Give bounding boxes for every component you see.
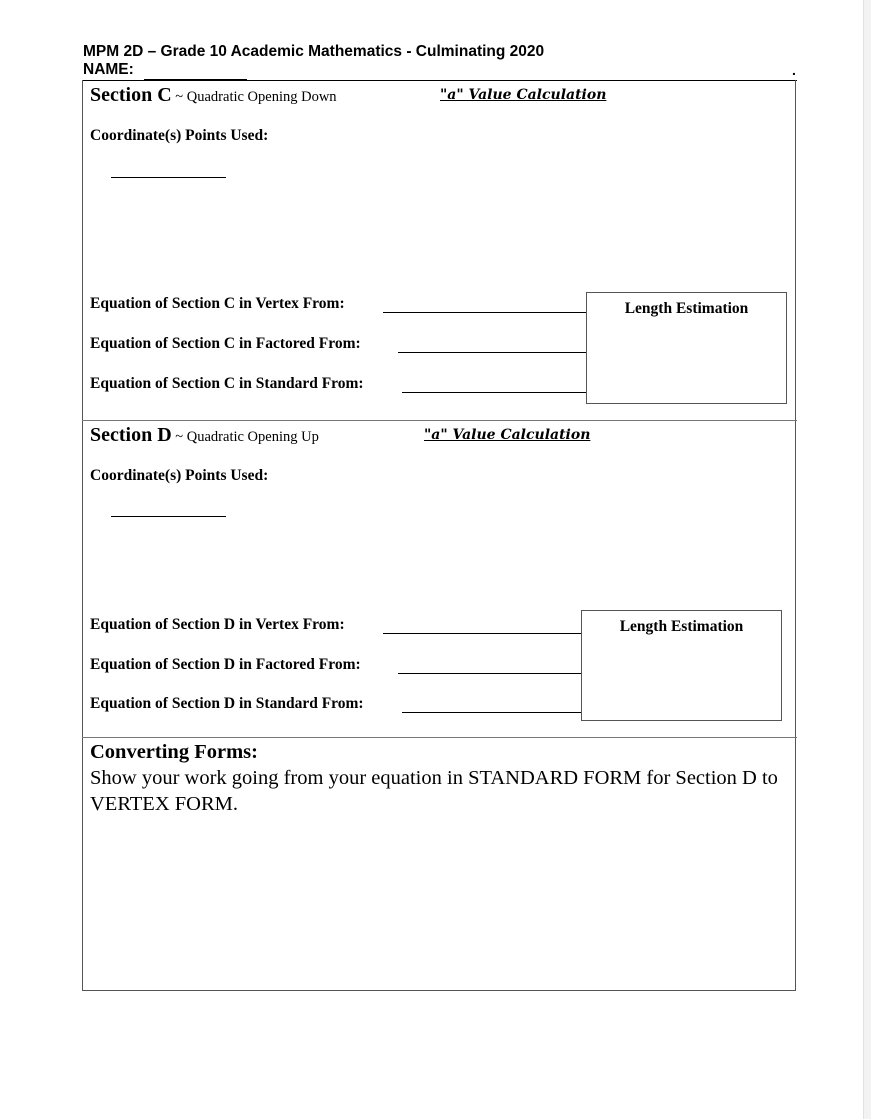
section-d-vertex-blank[interactable] <box>383 633 582 634</box>
converting-forms-instructions: Show your work going from your equation in STANDARD FORM for Section D to VERTEX FORM. <box>90 767 778 815</box>
section-c-a-value-label: "a" Value Calculation <box>440 87 607 103</box>
section-divider-c-d <box>82 420 797 421</box>
section-c-factored-label: Equation of Section C in Factored From: <box>90 335 361 352</box>
section-d-heading <box>90 424 319 447</box>
section-d-a-value-label: "a" Value Calculation <box>424 427 591 443</box>
section-c-length-label: Length Estimation <box>624 300 749 317</box>
section-d-length-label: Length Estimation <box>619 618 744 635</box>
worksheet-frame <box>82 80 796 991</box>
section-d-vertex-label: Equation of Section D in Vertex From: <box>90 616 345 633</box>
section-c-title: Section C <box>90 84 172 106</box>
section-c-points-label: Coordinate(s) Points Used: <box>90 127 269 144</box>
section-d-title: Section D <box>90 424 172 446</box>
section-d-standard-blank[interactable] <box>402 712 582 713</box>
section-d-points-label: Coordinate(s) Points Used: <box>90 467 269 484</box>
section-d-standard-label: Equation of Section D in Standard From: <box>90 695 364 712</box>
section-d-subtitle: ~ Quadratic Opening Up <box>171 429 319 445</box>
section-d-factored-label: Equation of Section D in Factored From: <box>90 656 361 673</box>
section-c-standard-label: Equation of Section C in Standard From: <box>90 375 364 392</box>
name-label: NAME: <box>83 61 134 78</box>
section-d-points-blank[interactable] <box>111 516 226 517</box>
trailing-mark: . <box>792 62 796 78</box>
section-divider-d-converting <box>82 737 797 738</box>
section-d-length-box[interactable] <box>581 610 782 721</box>
section-c-standard-blank[interactable] <box>402 392 587 393</box>
worksheet-title: MPM 2D – Grade 10 Academic Mathematics - Culminating 2020 <box>83 43 545 60</box>
section-c-vertex-blank[interactable] <box>383 312 587 313</box>
section-c-vertex-label: Equation of Section C in Vertex From: <box>90 295 345 312</box>
page-edge <box>863 0 871 1119</box>
section-c-heading <box>90 84 337 107</box>
section-c-subtitle: ~ Quadratic Opening Down <box>171 89 337 105</box>
section-d-factored-blank[interactable] <box>398 673 582 674</box>
section-c-factored-blank[interactable] <box>398 352 587 353</box>
converting-forms-title: Converting Forms: <box>90 741 258 763</box>
section-c-length-box[interactable] <box>586 292 787 404</box>
section-c-points-blank[interactable] <box>111 177 226 178</box>
